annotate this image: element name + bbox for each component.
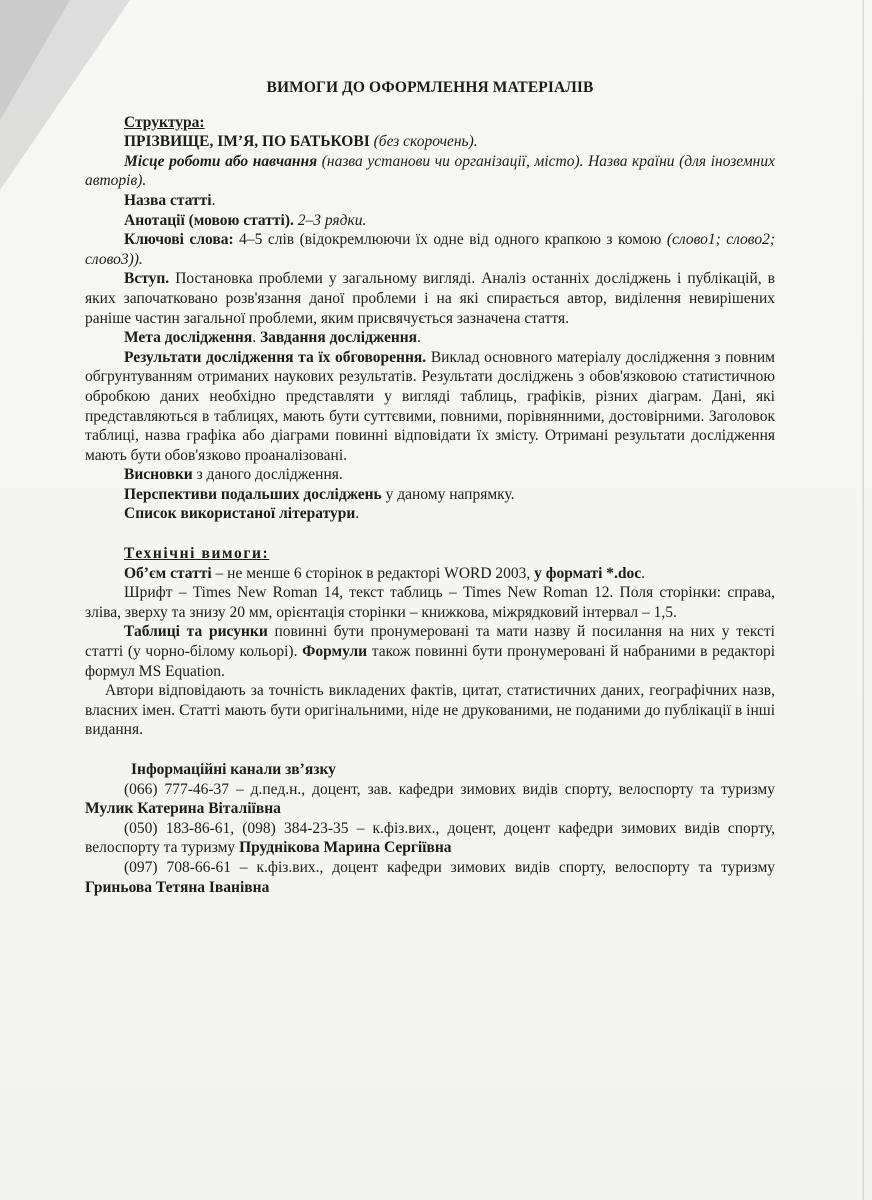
technical-heading: Технічні вимоги: bbox=[124, 545, 270, 563]
spacer bbox=[85, 740, 775, 760]
font-paragraph: Шрифт – Times New Roman 14, текст таблиць – Times New Roman 12. Поля сторінки: справа, зліва, зверху та знизу 20 мм, орієнтація сторінки – книжкова, міжрядковий інтервал – 1,5. bbox=[85, 584, 775, 621]
intro-paragraph: Вступ. Постановка проблеми у загальному вигляді. Аналіз останніх досліджень і публікацій, в яких започатковано розв'язання даної проблеми і на які спирається автор, виділення невирішених раніше частин загальної проблеми, яким присвячується зазначена стаття. bbox=[85, 270, 775, 327]
spacer bbox=[85, 524, 775, 544]
references-line: Список використаної літератури. bbox=[124, 505, 360, 523]
prospects-line: Перспективи подальших досліджень у даному напрямку. bbox=[124, 485, 515, 503]
page-fold-corner bbox=[0, 0, 70, 120]
conclusions-line: Висновки з даного дослідження. bbox=[124, 466, 343, 484]
keywords-line: Ключові слова: 4–5 слів (відокремлюючи їх одне від одного крапкою з комою (слово1; слово2; слово3)). bbox=[85, 231, 775, 268]
workplace-line: Місце роботи або навчання (назва установи чи організації, місто). Назва країни (для іноземних авторів). bbox=[85, 152, 775, 190]
structure-heading: Структура: bbox=[124, 113, 205, 131]
abstract-line: Анотації (мовою статті). 2–3 рядки. bbox=[124, 211, 367, 229]
results-paragraph: Результати дослідження та їх обговорення. Виклад основного матеріалу дослідження з повним обгрунтуванням отриманих наукових результатів. Результати досліджень з обов'язковою статистичною обробкою даних необхідно представляти у вигляді таблиць, графіків, різних діаграм. Дані, які представляються в таблицях, мають бути суттєвими, повними, порівнянними, достовірними. Заголовок таблиці, назва графіка або діаграми повинні відповідати їх змісту. Отримані результати дослідження мають бути обов'язково проаналізовані. bbox=[85, 348, 775, 464]
document-title: ВИМОГИ ДО ОФОРМЛЕННЯ МАТЕРІАЛІВ bbox=[266, 79, 594, 96]
contact-item: (097) 708-66-61 – к.фіз.вих., доцент кафедри зимових видів спорту, велоспорту та туризму Гриньова Тетяна Іванівна bbox=[85, 858, 775, 896]
tables-paragraph: Таблиці та рисунки повинні бути пронумеровані та мати назву й посилання на них у тексті статті (у чорно-білому кольорі). Формули також повинні бути пронумеровані й набраними в редакторі формул MS Equation. bbox=[85, 623, 776, 680]
contacts-heading: Інформаційні канали зв’язку bbox=[131, 761, 336, 778]
authors-paragraph: Автори відповідають за точність викладених фактів, цитат, статистичних даних, географічних назв, власних імен. Статті мають бути оригінальними, ніде не друкованими, не поданими до публікації в інші видання. bbox=[85, 682, 775, 739]
article-title-line: Назва статті. bbox=[124, 191, 216, 209]
goal-tasks-line: Мета дослідження. Завдання дослідження. bbox=[124, 329, 421, 347]
volume-line: Об’єм статті – не менше 6 сторінок в редакторі WORD 2003, у форматі *.doc. bbox=[124, 564, 646, 582]
contact-item: (050) 183-86-61, (098) 384-23-35 – к.фіз.вих., доцент, доцент кафедри зимових видів спорту, велоспорту та туризму Пруднікова Марина Сергіївна bbox=[85, 819, 775, 857]
contact-item: (066) 777-46-37 – д.пед.н., доцент, зав. кафедри зимових видів спорту, велоспорту та туризму Мулик Катерина Віталіївна bbox=[85, 780, 775, 818]
page-edge bbox=[862, 0, 864, 1200]
document-body bbox=[85, 78, 775, 897]
author-line: ПРІЗВИЩЕ, ІМ’Я, ПО БАТЬКОВІ (без скорочень). bbox=[124, 133, 478, 151]
